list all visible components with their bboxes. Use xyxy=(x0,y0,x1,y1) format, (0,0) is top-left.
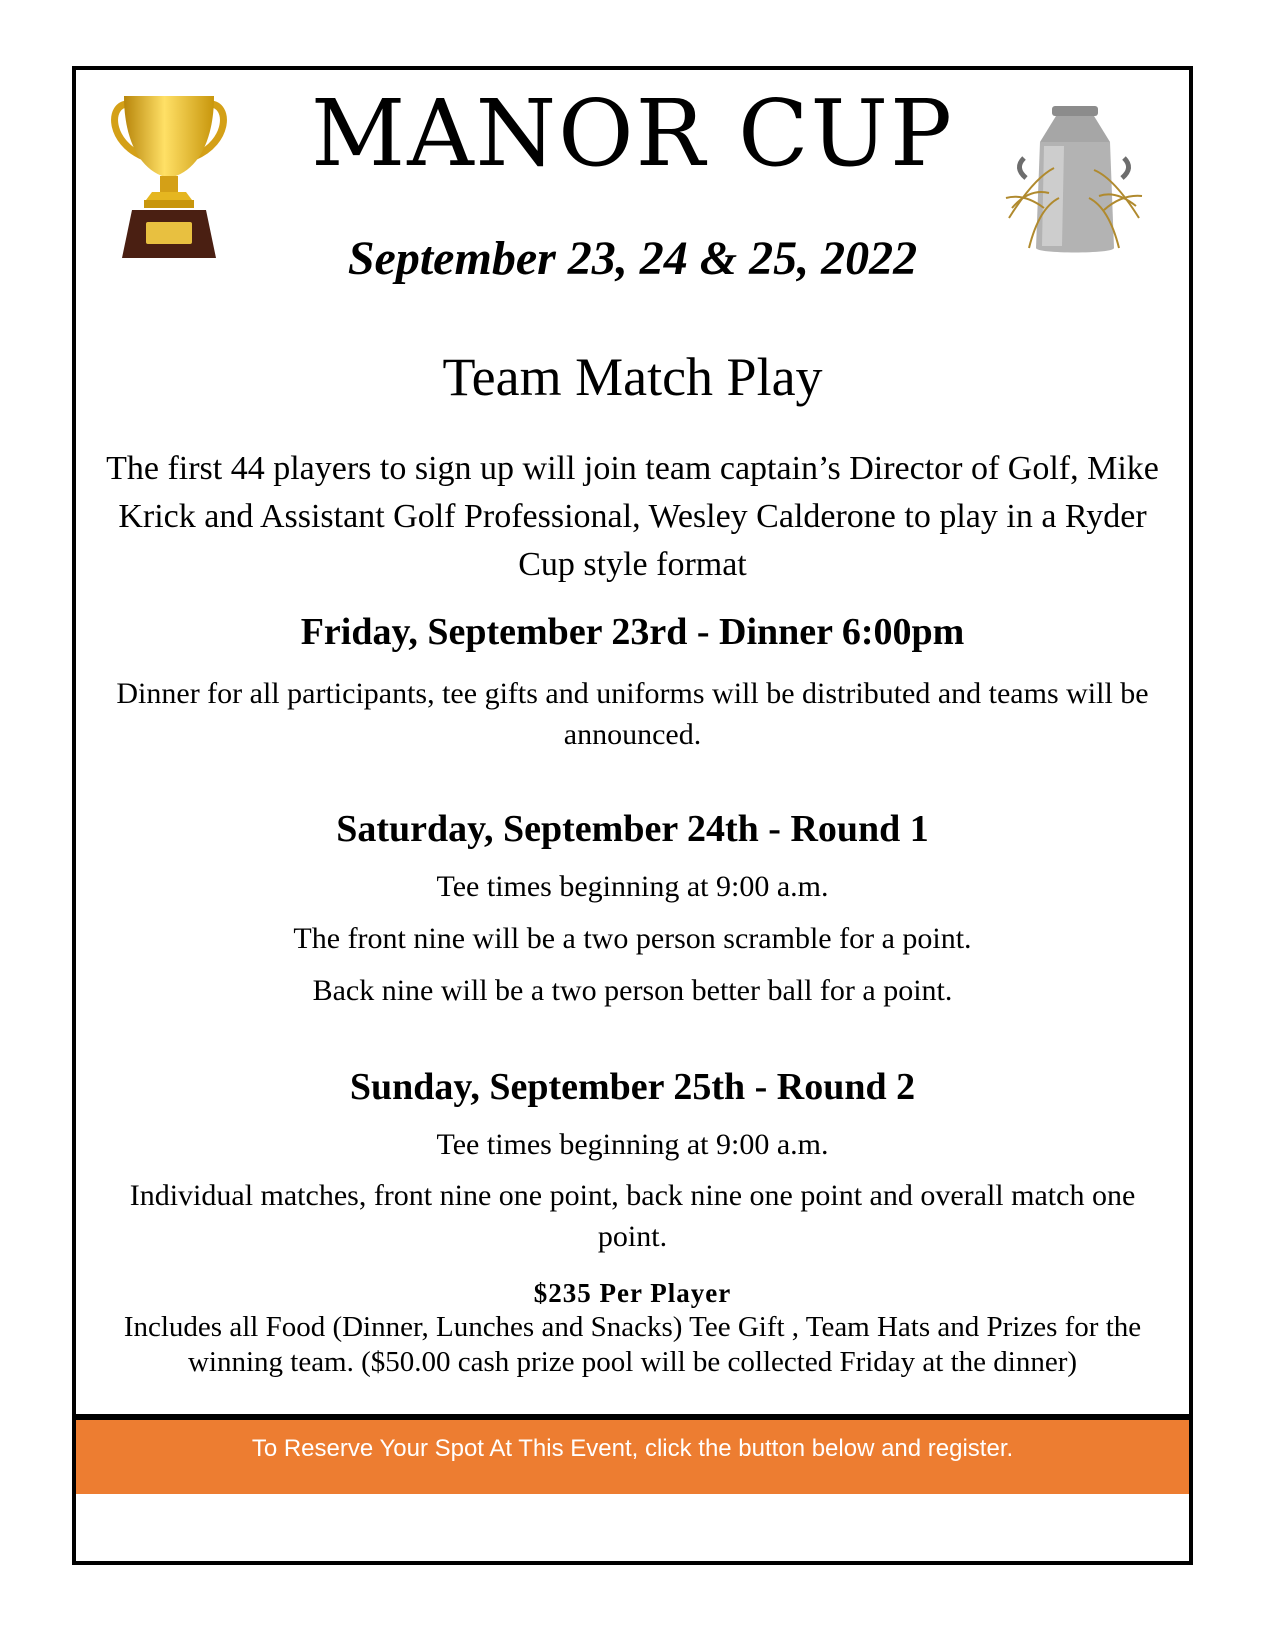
event-dates: September 23, 24 & 25, 2022 xyxy=(347,232,918,285)
event-intro: The first 44 players to sign up will join team captain’s Director of Golf, Mike Krick and Assistant Golf Professional, Wesley Calderone to play in a Ryder Cup style format xyxy=(106,450,1159,583)
saturday-heading: Saturday, September 24th - Round 1 xyxy=(336,808,929,850)
saturday-line: The front nine will be a two person scramble for a point. xyxy=(293,922,972,955)
price-per-player: $235 Per Player xyxy=(533,1278,732,1308)
saturday-line: Back nine will be a two person better ball for a point. xyxy=(312,974,953,1007)
friday-heading: Friday, September 23rd - Dinner 6:00pm xyxy=(300,611,965,653)
sunday-line: Tee times beginning at 9:00 a.m. xyxy=(436,1128,829,1161)
sunday-line: Individual matches, front nine one point, back nine one point and overall match one point. xyxy=(129,1179,1136,1253)
includes-text: Includes all Food (Dinner, Lunches and Snacks) Tee Gift , Team Hats and Prizes for the winning team. ($50.00 cash prize pool will be collected Friday at the dinner) xyxy=(123,1311,1142,1378)
event-title: MANOR CUP xyxy=(311,80,954,187)
saturday-line: Tee times beginning at 9:00 a.m. xyxy=(436,870,829,903)
friday-text: Dinner for all participants, tee gifts and uniforms will be distributed and teams will be announced. xyxy=(116,677,1149,751)
register-banner[interactable]: To Reserve Your Spot At This Event, click the button below and register. xyxy=(76,1414,1189,1494)
event-subtitle: Team Match Play xyxy=(442,347,823,407)
flyer-frame xyxy=(72,66,1193,1565)
sunday-heading: Sunday, September 25th - Round 2 xyxy=(349,1066,916,1108)
